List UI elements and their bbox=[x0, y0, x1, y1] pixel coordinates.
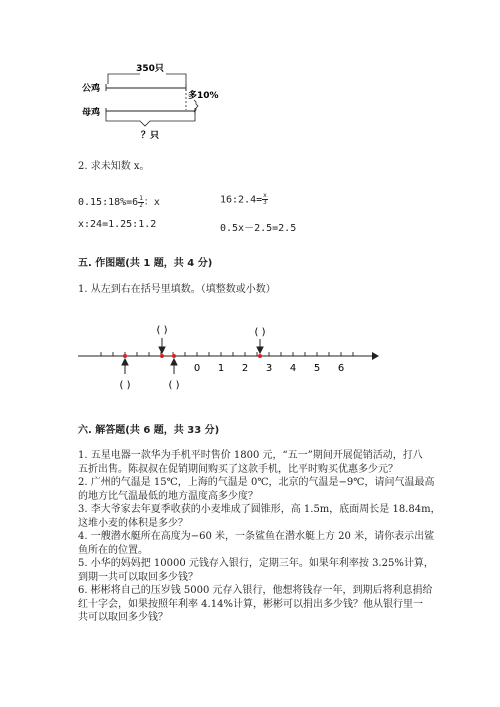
point-red-4 bbox=[258, 354, 262, 358]
question-line: 五折出售。陈叔叔在促销期间购买了这款手机，比平时购买优惠多少元？ bbox=[78, 463, 398, 475]
axis-arrowhead bbox=[372, 352, 379, 360]
question-line: 2. 广州的气温是 15℃，上海的气温是 0℃，北京的气温是−9℃，请问气温最高 bbox=[78, 477, 435, 488]
question-line: 6. 彬彬将自己的压岁钱 5000 元存入银行，他想将钱存一年，到期后将利息捐给 bbox=[78, 585, 433, 596]
equation-1: 0.15:18%=6 $\frac{1}{2}$ ：x bbox=[78, 194, 160, 209]
question-line: 的地方比气温最低的地方温度高多少度？ bbox=[78, 490, 258, 502]
tick-label-2: 2 bbox=[241, 363, 249, 374]
point-red-2 bbox=[160, 354, 164, 358]
question-line: 红十字会，如果按照年利率 4.14%计算，彬彬可以捐出多少钱？他从银行里一 bbox=[78, 598, 423, 610]
equation-4: 0.5x－2.5=2.5 bbox=[220, 223, 297, 234]
question-line: 到期一共可以取回多少钱？ bbox=[78, 571, 198, 583]
extra-label: 多10% bbox=[188, 91, 219, 101]
answer-paren-top-1: ( ) bbox=[156, 325, 168, 336]
tick-label-4: 4 bbox=[289, 363, 297, 374]
solve-title: 2. 求未知数 x。 bbox=[78, 161, 150, 172]
diagram-bottom-label: ？只 bbox=[140, 131, 160, 141]
section-6-questions bbox=[78, 449, 441, 625]
question-line: 共可以取回多少钱？ bbox=[78, 612, 168, 623]
equation-3: x:24=1.25:1.2 bbox=[78, 219, 157, 230]
answer-paren-top-2: ( ) bbox=[254, 327, 266, 338]
tick-label-1: 1 bbox=[217, 363, 225, 374]
tick-label-6: 6 bbox=[337, 363, 345, 374]
question-line: 鱼所在的位置。 bbox=[78, 544, 148, 556]
answer-paren-bottom-1: ( ) bbox=[119, 380, 131, 391]
section-5-question-1: 1. 从左到右在括号里填数。（填整数或小数） bbox=[78, 284, 276, 295]
section-5-header: 五. 作图题(共 1 题，共 4 分) bbox=[78, 258, 213, 269]
arrow-down-2 bbox=[257, 339, 263, 353]
point-red-1 bbox=[123, 354, 127, 358]
question-line: 1. 五星电器一款华为手机平时售价 1800 元，“五一”期间开展促销活动，打八 bbox=[78, 450, 423, 461]
number-line bbox=[0, 316, 500, 396]
tick-label-3: 3 bbox=[265, 363, 273, 374]
answer-paren-bottom-2: ( ) bbox=[168, 380, 180, 391]
arrow-down-1 bbox=[159, 338, 165, 353]
arrow-up-2 bbox=[171, 359, 177, 374]
question-line: 3. 李大爷家去年夏季收获的小麦堆成了圆锥形，高 1.5m，底面周长是 18.84m， bbox=[78, 504, 441, 515]
rooster-label: 公鸡 bbox=[82, 84, 101, 94]
bottom-brace bbox=[106, 115, 195, 126]
point-red-3 bbox=[172, 354, 176, 358]
tick-marks bbox=[101, 352, 353, 356]
equation-2: 16:2.4= $\frac{x}{3}$ bbox=[220, 192, 267, 206]
hen-label: 母鸡 bbox=[82, 108, 101, 118]
question-line: 这堆小麦的体积是多少？ bbox=[78, 517, 188, 529]
tick-label-5: 5 bbox=[313, 363, 321, 374]
tick-label-0: 0 bbox=[193, 363, 201, 374]
arrow-up-1 bbox=[122, 359, 128, 374]
section-6-header: 六. 解答题(共 6 题，共 33 分) bbox=[78, 425, 220, 436]
diagram-top-label: 350只 bbox=[136, 64, 164, 74]
top-brace bbox=[108, 74, 186, 84]
bar-diagram bbox=[0, 0, 500, 150]
question-line: 4. 一艘潜水艇所在高度为−60 米，一条鲨鱼在潜水艇上方 20 米，请你表示出鲨 bbox=[78, 531, 435, 542]
question-line: 5. 小华的妈妈把 10000 元钱存入银行，定期三年。如果年利率按 3.25%计算， bbox=[78, 558, 434, 569]
